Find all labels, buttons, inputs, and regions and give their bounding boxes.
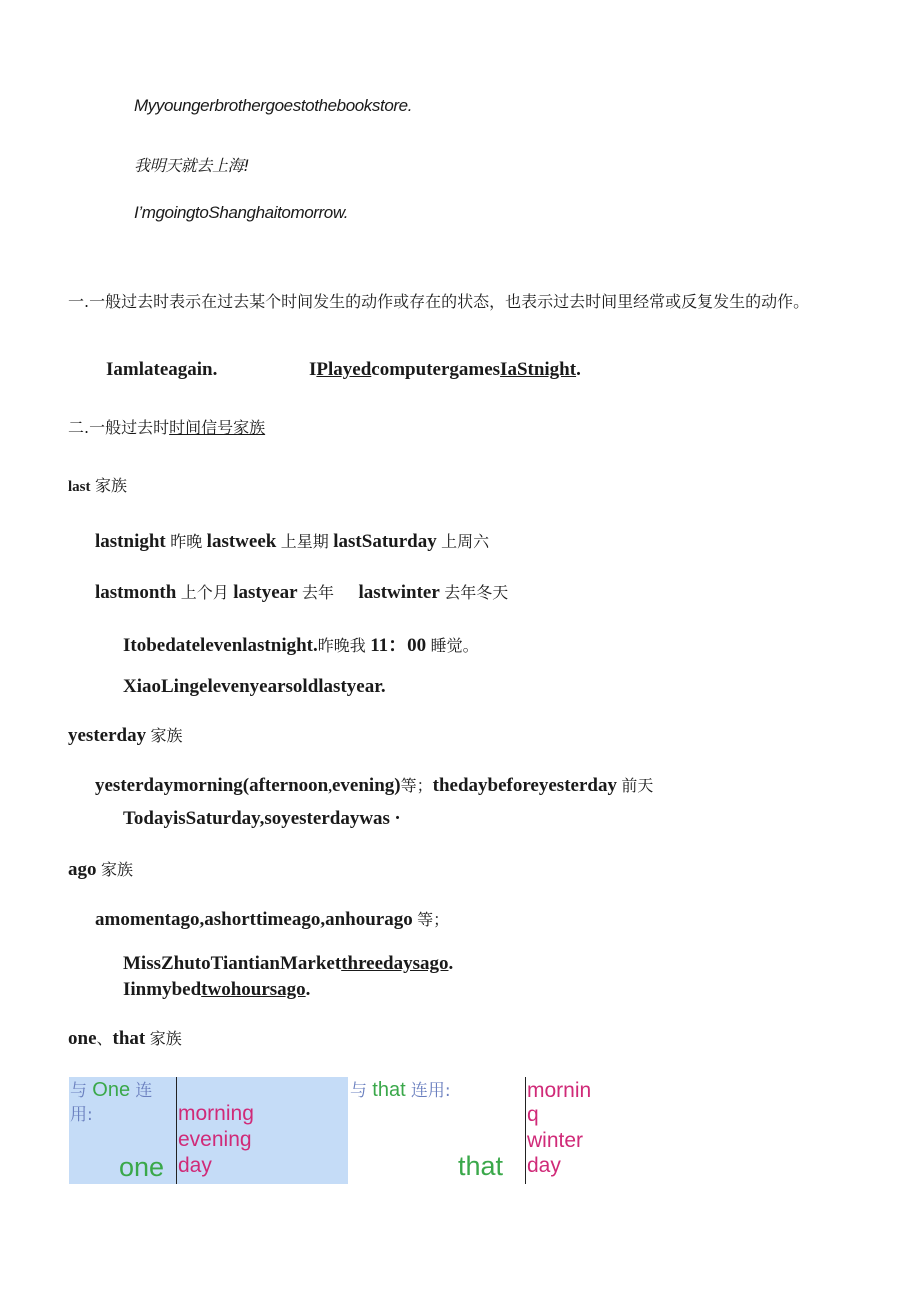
yesterday-cn: 等； (400, 776, 433, 795)
yesterday-phrase-c: thedaybeforeyesterday (432, 775, 617, 796)
label-pre: 与 (70, 1081, 87, 1101)
example-sentence-cn: 我明天就去上海! (134, 156, 250, 175)
yesterday-heading-en: yesterday (68, 725, 147, 746)
example-b-verb: Played (316, 359, 372, 380)
one-big-word: one (119, 1152, 165, 1182)
last-heading-en: last (68, 479, 91, 495)
example-en: TodayisSaturday,soyesterdaywas (123, 808, 390, 829)
section2-title-prefix: 二.一般过去时 (68, 418, 170, 437)
ago-heading-en: ago (68, 859, 97, 880)
example-sentence: Myyoungerbrothergoestothebookstore. (134, 96, 413, 115)
section1-example-b (309, 359, 581, 381)
one-that-heading-cn: 家族 (149, 1029, 182, 1048)
last-heading-cn: 家族 (94, 476, 127, 495)
term-en: lastSaturday (333, 531, 437, 552)
last-row-1 (95, 529, 489, 553)
one-usage-label (70, 1078, 175, 1127)
yesterday-family-heading (68, 723, 183, 747)
term-en: lastmonth (95, 582, 177, 603)
term-en: lastnight (95, 531, 166, 552)
example-en: Itobedatelevenlastnight. (123, 635, 318, 656)
ago-phrases: amomentago,ashorttimeago,anhourago (95, 909, 413, 930)
example-cn: 昨晚我 (317, 636, 366, 655)
term-en: lastwinter (358, 582, 440, 603)
example-b-mid: computergames (371, 359, 501, 380)
term-cn: 上个月 (180, 583, 229, 602)
example-end: . (448, 953, 454, 974)
example-dot: · (394, 808, 401, 829)
section2-title (68, 415, 265, 438)
that-heading-en: that (112, 1028, 146, 1049)
that-usage-label (350, 1078, 520, 1103)
label-post: 连用: (70, 1081, 153, 1125)
column-divider (525, 1077, 526, 1184)
ago-family-heading (68, 857, 133, 881)
example-pre: Iinmybed (123, 979, 202, 1000)
example-b-end: . (576, 359, 581, 380)
example-cn: 睡觉。 (430, 636, 479, 655)
section2-title-underlined: 时间信号家族 (169, 418, 266, 437)
last-row-2 (95, 580, 508, 604)
heading-sep: 、 (96, 1029, 113, 1048)
ago-example-1 (123, 953, 453, 975)
ago-line (95, 907, 449, 931)
example-end: . (305, 979, 311, 1000)
that-word: day (527, 1154, 561, 1177)
one-word: evening (178, 1128, 252, 1151)
label-pre: 与 (350, 1081, 367, 1101)
one-word: day (178, 1154, 212, 1177)
label-keyword: One (92, 1079, 131, 1101)
example-time: 11：00 (370, 635, 427, 656)
example-pre: MissZhutoTiantianMarket (123, 953, 342, 974)
example-sentence: I’mgoingtoShanghaitomorrow. (134, 203, 349, 222)
that-word: winter (527, 1129, 584, 1152)
yesterday-phrase-b: evening) (332, 775, 401, 796)
example-b-time: IaStnight (500, 359, 577, 380)
term-en: lastweek (206, 531, 277, 552)
label-keyword: that (372, 1079, 406, 1101)
yesterday-phrase: yesterdaymorning(afternoon (95, 775, 329, 796)
yesterday-example (123, 808, 401, 830)
one-that-family-heading (68, 1026, 182, 1050)
one-heading-en: one (68, 1028, 97, 1049)
example-time: threedaysago (341, 953, 449, 974)
yesterday-cn: 前天 (621, 776, 654, 795)
label-post: 连用: (410, 1081, 451, 1101)
term-cn: 上星期 (280, 532, 329, 551)
term-cn: 昨晚 (170, 532, 203, 551)
last-family-heading (68, 473, 127, 496)
column-divider (176, 1077, 177, 1184)
last-example-1 (123, 630, 479, 657)
section1-example-a: Iamlateagain. (106, 359, 218, 380)
ago-example-2 (123, 979, 310, 1001)
term-en: lastyear (233, 582, 298, 603)
ago-cn: 等； (417, 910, 450, 929)
one-word: morning (178, 1102, 254, 1125)
that-big-word: that (458, 1151, 504, 1181)
term-cn: 去年 (302, 583, 335, 602)
ago-heading-cn: 家族 (100, 860, 133, 879)
example-b-pre: I (309, 359, 317, 380)
last-example-2: XiaoLingelevenyearsoldlastyear. (123, 676, 386, 697)
that-word: q (527, 1103, 539, 1126)
term-cn: 去年冬天 (444, 583, 509, 602)
section1-definition: 一.一般过去时表示在过去某个时间发生的动作或存在的状态，也表示过去时间里经常或反复发生的动作。 (68, 292, 810, 311)
example-time: twohoursago (201, 979, 306, 1000)
term-cn: 上周六 (441, 532, 490, 551)
yesterday-line: yesterdaymorning(afternoon,evening)等；thedaybeforeyesterday 前天 (95, 775, 654, 796)
that-word: mornin (527, 1079, 592, 1102)
yesterday-heading-cn: 家族 (150, 726, 183, 745)
